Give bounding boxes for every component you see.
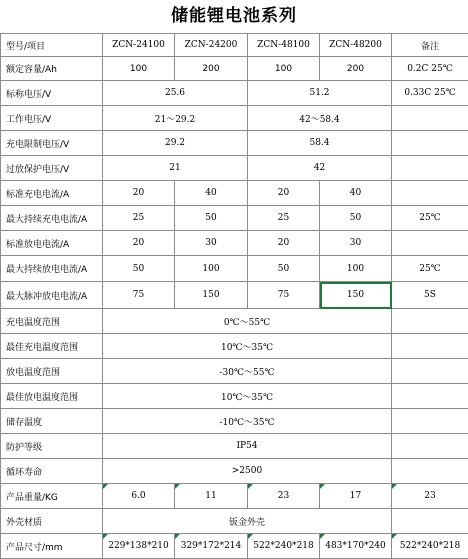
table-cell[interactable]: 50	[248, 256, 320, 282]
table-row	[1, 57, 468, 81]
table-cell[interactable]: 30	[175, 231, 248, 256]
table-cell[interactable]: 50	[320, 206, 392, 231]
row-label[interactable]: 充电限制电压/V	[1, 131, 103, 156]
table-cell[interactable]: 20	[248, 231, 320, 256]
table-cell[interactable]: 10℃～35℃	[103, 384, 392, 409]
header-model-2[interactable]: ZCN-24200	[175, 34, 248, 57]
table-row	[1, 484, 468, 509]
note-cell[interactable]: 522*240*218	[392, 534, 468, 559]
table-row	[1, 459, 468, 484]
table-row	[1, 534, 468, 559]
table-cell[interactable]: 40	[320, 181, 392, 206]
table-cell[interactable]: 17	[320, 484, 392, 509]
header-label[interactable]: 型号/项目	[1, 34, 103, 57]
table-cell[interactable]: 42	[248, 156, 392, 181]
table-cell[interactable]: 20	[103, 231, 175, 256]
table-cell[interactable]: 75	[103, 282, 175, 309]
row-label[interactable]: 标准放电电流/A	[1, 231, 103, 256]
table-cell[interactable]: 20	[248, 181, 320, 206]
table-cell[interactable]: 50	[103, 256, 175, 282]
note-cell[interactable]	[392, 509, 468, 534]
table-cell[interactable]: 0℃～55℃	[103, 309, 392, 334]
table-cell[interactable]: 25	[103, 206, 175, 231]
table-cell[interactable]: 150	[175, 282, 248, 309]
table-cell[interactable]: 483*170*240	[320, 534, 392, 559]
spec-table	[0, 33, 468, 559]
table-cell[interactable]: 40	[175, 181, 248, 206]
table-row	[1, 309, 468, 334]
table-row	[1, 359, 468, 384]
table-cell[interactable]: 51.2	[248, 81, 392, 106]
row-label[interactable]: 放电温度范围	[1, 359, 103, 384]
table-cell[interactable]: 75	[248, 282, 320, 309]
note-cell[interactable]: 0.33C 25℃	[392, 81, 468, 106]
row-label[interactable]: 标准充电电流/A	[1, 181, 103, 206]
note-cell[interactable]	[392, 309, 468, 334]
note-cell[interactable]	[392, 359, 468, 384]
row-label[interactable]: 额定容量/Ah	[1, 57, 103, 81]
row-label[interactable]: 过放保护电压/V	[1, 156, 103, 181]
table-cell[interactable]: 200	[175, 57, 248, 81]
table-row	[1, 409, 468, 434]
table-cell[interactable]: 42～58.4	[248, 106, 392, 131]
table-row	[1, 384, 468, 409]
table-cell[interactable]: 100	[320, 256, 392, 282]
header-model-3[interactable]: ZCN-48100	[248, 34, 320, 57]
table-row	[1, 434, 468, 459]
row-label[interactable]: 最大脉冲放电电流/A	[1, 282, 103, 309]
table-row	[1, 334, 468, 359]
table-cell[interactable]: 钣金外壳	[103, 509, 392, 534]
table-cell[interactable]: -10℃～35℃	[103, 409, 392, 434]
note-cell[interactable]	[392, 131, 468, 156]
note-cell[interactable]: 25℃	[392, 206, 468, 231]
table-cell[interactable]: 23	[248, 484, 320, 509]
table-cell[interactable]: 522*240*218	[248, 534, 320, 559]
table-cell[interactable]: 25.6	[103, 81, 248, 106]
table-row	[1, 206, 468, 231]
table-cell[interactable]: 100	[175, 256, 248, 282]
table-cell[interactable]: 25	[248, 206, 320, 231]
table-cell[interactable]: 11	[175, 484, 248, 509]
note-cell[interactable]	[392, 181, 468, 206]
row-label[interactable]: 最大持续充电电流/A	[1, 206, 103, 231]
table-cell[interactable]: 329*172*214	[175, 534, 248, 559]
table-row	[1, 509, 468, 534]
table-cell[interactable]: 229*138*210	[103, 534, 175, 559]
note-cell[interactable]	[392, 384, 468, 409]
table-cell[interactable]: 50	[175, 206, 248, 231]
row-label[interactable]: 防护等级	[1, 434, 103, 459]
header-model-1[interactable]: ZCN-24100	[103, 34, 175, 57]
table-cell[interactable]: 58.4	[248, 131, 392, 156]
row-label[interactable]: 产品重量/KG	[1, 484, 103, 509]
table-cell[interactable]: 6.0	[103, 484, 175, 509]
table-cell[interactable]: >2500	[103, 459, 392, 484]
note-cell[interactable]	[392, 459, 468, 484]
table-cell[interactable]: 29.2	[103, 131, 248, 156]
selected-cell[interactable]: 150	[320, 282, 392, 309]
row-label[interactable]: 最佳放电温度范围	[1, 384, 103, 409]
header-model-4[interactable]: ZCN-48200	[320, 34, 392, 57]
row-label[interactable]: 循环寿命	[1, 459, 103, 484]
row-label[interactable]: 工作电压/V	[1, 106, 103, 131]
row-label[interactable]: 最大持续放电电流/A	[1, 256, 103, 282]
header-notes[interactable]: 备注	[392, 34, 468, 57]
row-label[interactable]: 外壳材质	[1, 509, 103, 534]
table-row	[1, 156, 468, 181]
table-row	[1, 231, 468, 256]
row-label[interactable]: 标称电压/V	[1, 81, 103, 106]
table-row	[1, 256, 468, 282]
note-cell[interactable]	[392, 106, 468, 131]
note-cell[interactable]	[392, 334, 468, 359]
table-cell[interactable]: 200	[320, 57, 392, 81]
note-cell[interactable]	[392, 231, 468, 256]
table-row	[1, 181, 468, 206]
note-cell[interactable]: 25℃	[392, 256, 468, 282]
note-cell[interactable]: 5S	[392, 282, 468, 309]
table-row	[1, 282, 468, 309]
table-cell[interactable]: 21～29.2	[103, 106, 248, 131]
row-label[interactable]: 储存温度	[1, 409, 103, 434]
sheet-title: 储能锂电池系列	[0, 0, 468, 33]
note-cell[interactable]: 0.2C 25℃	[392, 57, 468, 81]
table-header-row	[1, 34, 468, 57]
table-cell[interactable]: 100	[103, 57, 175, 81]
note-cell[interactable]: 23	[392, 484, 468, 509]
note-cell[interactable]	[392, 156, 468, 181]
row-label[interactable]: 最佳充电温度范围	[1, 334, 103, 359]
table-cell[interactable]: 10℃～35℃	[103, 334, 392, 359]
note-cell[interactable]	[392, 409, 468, 434]
row-label[interactable]: 充电温度范围	[1, 309, 103, 334]
table-cell[interactable]: 20	[103, 181, 175, 206]
note-cell[interactable]	[392, 434, 468, 459]
row-label[interactable]: 产品尺寸/mm	[1, 534, 103, 559]
table-cell[interactable]: IP54	[103, 434, 392, 459]
table-row	[1, 106, 468, 131]
table-row	[1, 81, 468, 106]
table-cell[interactable]: -30℃～55℃	[103, 359, 392, 384]
table-row	[1, 131, 468, 156]
table-cell[interactable]: 30	[320, 231, 392, 256]
table-cell[interactable]: 21	[103, 156, 248, 181]
table-cell[interactable]: 100	[248, 57, 320, 81]
